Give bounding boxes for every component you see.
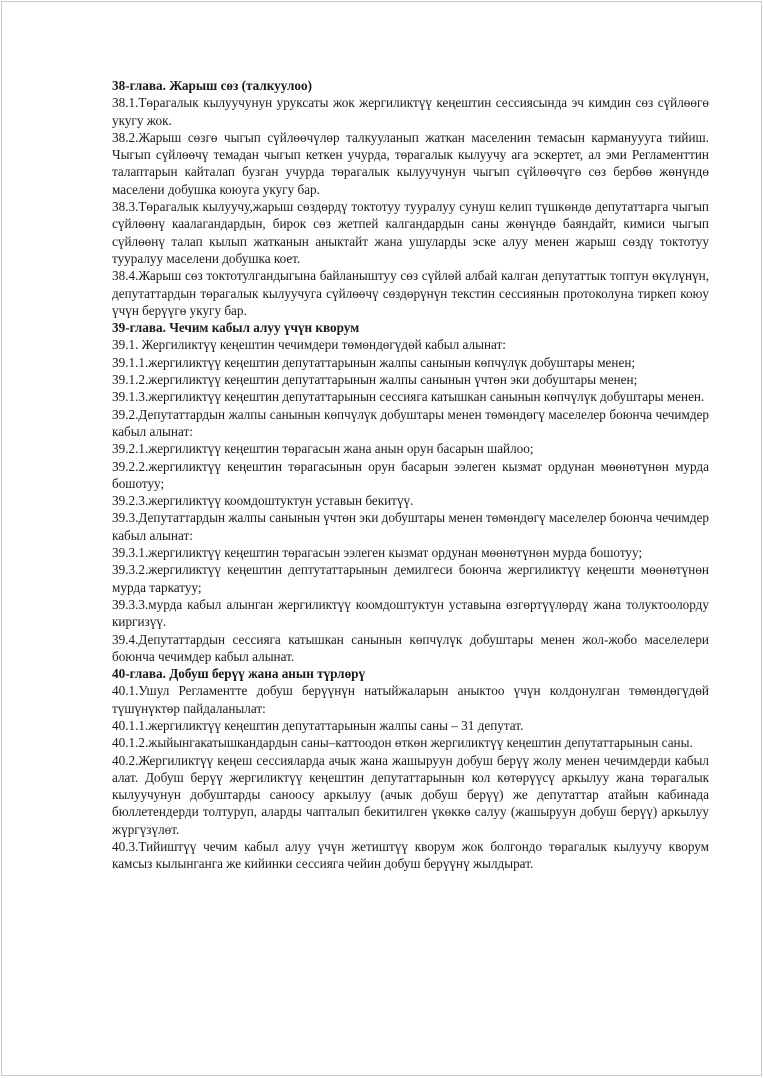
chapter-38-heading: 38-глава. Жарыш сөз (талкуулоо) bbox=[112, 78, 312, 93]
paragraph-38-1: 38.1.Төрагалык кылуучунун уруксаты жок жергиликтүү кеңештин сессиясында эч кимдин сөз сүйлөөгө укугу жок. bbox=[112, 95, 709, 128]
paragraph-40-2: 40.2.Жергиликтүү кеңеш сессияларда ачык жана жашыруун добуш берүү жолу менен чечимдерди кабыл алат. Добуш берүү жергиликтүү кеңештин депутаттарынын кол көтөрүүсү аркылуу жана төрагалык кылуучунун добуштарды саноосу аркылуу (ачык добуш берүү) же депутаттар атайын кабинада бюллетендерди толтуруп, аларды чапталып бекитилген үкөккө салуу (жашыруун добуш берүү) аркылуу жүргүзүлөт. bbox=[112, 752, 709, 837]
paragraph-39-2-2: 39.2.2.жергиликтүү кеңештин төрагасынын орун басарын ээлеген кызмат ордунан мөөнөтүнөн мурда бошотуу; bbox=[112, 458, 709, 491]
paragraph-39-1-1: 39.1.1.жергиликтүү кеңештин депутаттарынын жалпы санынын көпчүлүк добуштары менен; bbox=[112, 354, 636, 370]
paragraph-39-3-2: 39.3.2.жергиликтүү кеңештин дептутаттарынын демилгеси боюнча жергиликтүү кеңешти мөөнөтүнөн мурда таркатуу; bbox=[112, 562, 709, 595]
paragraph-38-2: 38.2.Жарыш сөзгө чыгып сүйлөөчүлөр талкууланып жаткан маселенин темасын кармануууга тийиш. Чыгып сүйлөөчү темадан чыгып кеткен учурда, төрагалык кылуучу ага эскертет, ал эми Регламенттин талаптарын кайталап бузган учурда төрагалык кылуучунун чыгып сүйлөөчүгө сөз бербөө жөнүндө маселени добушка коюуга укугу бар. bbox=[112, 129, 709, 197]
paragraph-39-2-3: 39.2.3.жергиликтүү коомдоштуктун уставын бекитүү. bbox=[112, 493, 414, 509]
paragraph-39-4: 39.4.Депутаттардын сессияга катышкан санынын көпчүлүк добуштары менен жол-жобо маселелери боюнча чечимдер кабыл алынат. bbox=[112, 631, 709, 664]
paragraph-40-1: 40.1.Ушул Регламентте добуш берүүнүн натыйжаларын аныктоо үчүн колдонулган төмөндөгүдөй түшүнүктөр пайдаланылат: bbox=[112, 683, 709, 716]
paragraph-39-2: 39.2.Депутаттардын жалпы санынын көпчүлүк добуштары менен төмөндөгү маселелер боюнча чечимдер кабыл алынат: bbox=[112, 406, 709, 439]
paragraph-39-3-3: 39.3.3.мурда кабыл алынган жергиликтүү коомдоштуктун уставына өзгөртүүлөрдү жана толуктоолорду киргизүү. bbox=[112, 596, 709, 630]
chapter-40-heading: 40-глава. Добуш берүү жана анын түрлөрү bbox=[112, 666, 366, 682]
paragraph-40-1-2: 40.1.2.жыйынгакатышкандардын саны–каттоодон өткөн жергиликтүү кеңештин депутаттарынын саны. bbox=[112, 735, 693, 751]
paragraph-39-2-1: 39.2.1.жергиликтүү кеңештин төрагасын жана анын орун басарын шайлоо; bbox=[112, 441, 534, 457]
document-body bbox=[112, 77, 709, 873]
paragraph-39-1: 39.1. Жергиликтүү кеңештин чечимдери төмөндөгүдөй кабыл алынат: bbox=[112, 337, 506, 353]
document-page bbox=[1, 1, 762, 1076]
paragraph-40-3: 40.3.Тийиштүү чечим кабыл алуу үчүн жетиштүү кворум жок болгондо төрагалык кылуучу кворум камсыз кылынганга же кийинки сессияга чейин добуш берүүнү жылдырат. bbox=[112, 839, 709, 872]
chapter-39-heading: 39-глава. Чечим кабыл алуу үчүн кворум bbox=[112, 320, 360, 336]
paragraph-39-3: 39.3.Депутаттардын жалпы санынын үчтөн эки добуштары менен төмөндөгү маселелер боюнча чечимдер кабыл алынат: bbox=[112, 510, 709, 543]
paragraph-39-1-2: 39.1.2.жергиликтүү кеңештин депутаттарынын жалпы санынын үчтөн эки добуштары менен; bbox=[112, 372, 638, 388]
paragraph-40-1-1: 40.1.1.жергиликтүү кеңештин депутаттарынын жалпы саны – 31 депутат. bbox=[112, 717, 524, 733]
paragraph-39-3-1: 39.3.1.жергиликтүү кеңештин төрагасын ээлеген кызмат ордунан мөөнөтүнөн мурда бошотуу; bbox=[112, 545, 643, 561]
paragraph-39-1-3: 39.1.3.жергиликтүү кеңештин депутаттарынын сессияга катышкан санынын көпчүлүк добуштары менен. bbox=[112, 389, 705, 405]
paragraph-38-3: 38.3.Төрагалык кылуучу,жарыш сөздөрдү токтотуу тууралуу сунуш келип түшкөндө депутаттарга чыгып сүйлөөнү каалагандардын, бирок сөз жетпей калгандардын саны жөнүндө баяндайт, кимиси чыгып сүйлөөнү талап кылып жатканын аныктайт жана ушуларды эске алуу менен жарыш сөздү токтотуу тууралуу маселени добушка коет. bbox=[112, 199, 709, 266]
paragraph-38-4: 38.4.Жарыш сөз токтотулгандыгына байланыштуу сөз сүйлөй албай калган депутаттык топтун өкүлүнүн, депутаттардын төрагалык кылуучуга сүйлөөчү сөздөрүнүн текстин сессиянын протоколуна тиркеп коюу үчүн берүүгө укугу бар. bbox=[112, 268, 709, 318]
